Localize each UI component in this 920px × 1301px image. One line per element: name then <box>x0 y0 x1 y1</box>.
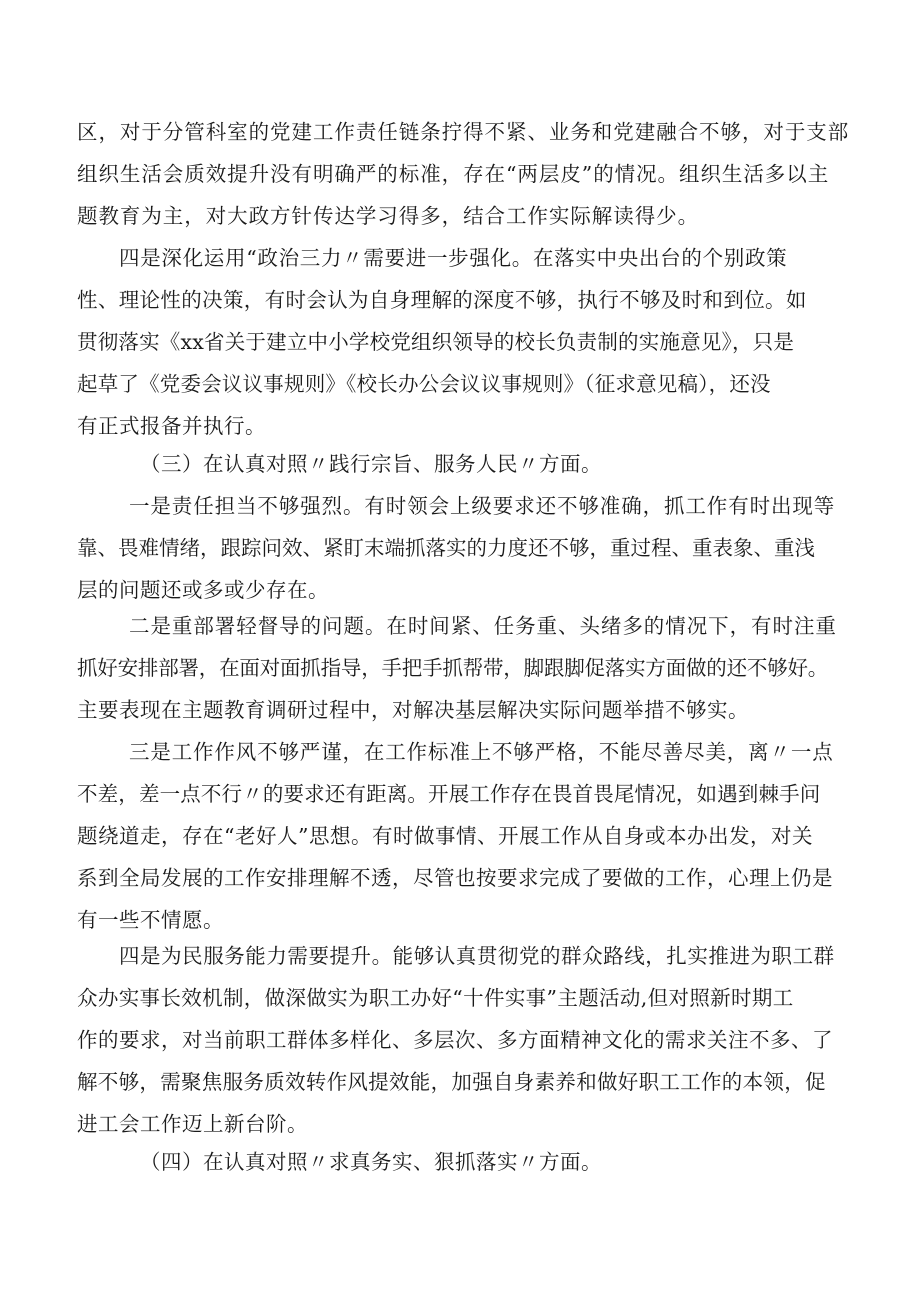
text-line: 主要表现在主题教育调研过程中，对解决基层解决实际问题举措不够实。 <box>77 698 749 722</box>
text-line: 题绕道走，存在“老好人”思想。有时做事情、开展工作从自身或本办出发，对关 <box>77 824 813 848</box>
section-heading: （四）在认真对照〃求真务实、狠抓落实〃方面。 <box>140 1150 602 1174</box>
text-line: 众办实事长效机制，做深做实为职工办好“十件实事”主题活动,但对照新时期工 <box>77 986 794 1010</box>
text-line: 不差，差一点不行〃的要求还有距离。开展工作存在畏首畏尾情况，如遇到棘手问 <box>77 782 821 806</box>
text-line: 区，对于分管科室的党建工作责任链条拧得不紧、业务和党建融合不够，对于支部 <box>77 120 850 144</box>
section-heading: （三）在认真对照〃践行宗旨、服务人民〃方面。 <box>140 452 602 476</box>
text-line: 题教育为主，对大政方针传达学习得多，结合工作实际解读得少。 <box>77 204 700 228</box>
text-line: 三是工作作风不够严谨，在工作标准上不够严格，不能尽善尽美，离〃一点 <box>129 740 834 764</box>
text-line: 四是为民服务能力需要提升。能够认真贯彻党的群众路线，扎实推进为职工群 <box>119 944 835 968</box>
text-line: 层的问题还或多或少存在。 <box>77 578 329 602</box>
text-line: 有一些不情愿。 <box>77 908 224 932</box>
text-line: 二是重部署轻督导的问题。在时间紧、任务重、头绪多的情况下，有时注重 <box>129 614 837 638</box>
text-line: 性、理论性的决策，有时会认为自身理解的深度不够，执行不够及时和到位。如 <box>77 288 807 312</box>
text-line: 靠、畏难情绪，跟踪问效、紧盯末端抓落实的力度还不够，重过程、重表象、重浅 <box>77 536 815 560</box>
text-line: 作的要求，对当前职工群体多样化、多层次、多方面精神文化的需求关注不多、了 <box>77 1028 833 1052</box>
text-line: 贯彻落实《xx省关于建立中小学校党组织领导的校长负责制的实施意见》，只是 <box>77 330 795 354</box>
text-line: 组织生活会质效提升没有明确严的标准，存在“两层皮”的情况。组织生活多以主 <box>77 162 830 186</box>
text-line: 解不够，需聚焦服务质效转作风提效能，加强自身素养和做好职工工作的本领，促 <box>77 1070 826 1094</box>
text-line: 进工会工作迈上新台阶。 <box>77 1112 308 1136</box>
text-line: 四是深化运用“政治三力〃需要进一步强化。在落实中央出台的个别政策 <box>119 246 788 270</box>
text-line: 抓好安排部署，在面对面抓指导，手把手抓帮带，脚跟脚促落实方面做的还不够好。 <box>77 656 829 680</box>
text-line: 有正式报备并执行。 <box>77 414 266 438</box>
text-line: 起草了《党委会议议事规则》《校长办公会议议事规则》（征求意见稿），还没 <box>77 372 771 396</box>
text-line: 系到全局发展的工作安排理解不透，尽管也按要求完成了要做的工作，心理上仍是 <box>77 866 833 890</box>
text-line: 一是责任担当不够强烈。有时领会上级要求还不够准确，抓工作有时出现等 <box>129 494 836 518</box>
